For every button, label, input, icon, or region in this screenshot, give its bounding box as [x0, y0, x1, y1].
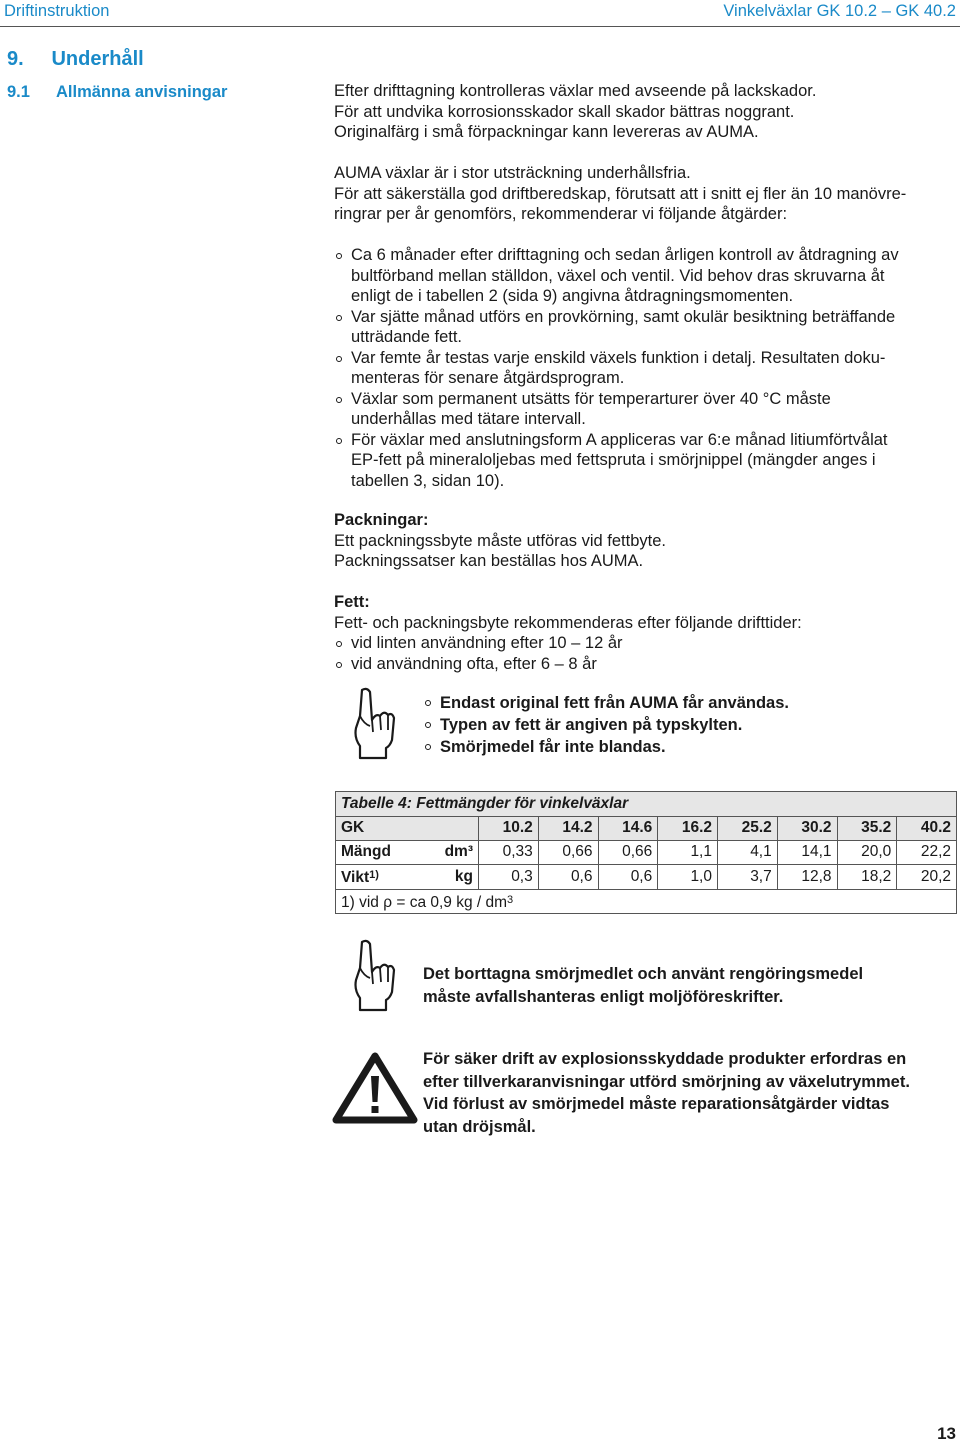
bullet-icon [336, 397, 342, 403]
bullet-icon [425, 722, 431, 728]
bullet-icon [336, 641, 342, 647]
table-cell: 12,8 [777, 865, 837, 890]
table-cell: 1,1 [658, 841, 718, 865]
table-row [336, 841, 957, 865]
bullet-icon [336, 438, 342, 444]
running-header-left: Driftinstruktion [4, 2, 110, 20]
list-item: Ca 6 månader efter drifttagning och sedan årligen kontroll av åtdragning av bultförband mellan ställdon, växel och ventil. Vid behov dras skruvarna åt enligt de i tabellen 2 (sida 9) angivna åtdragningsmomenten. [334, 245, 948, 307]
bullet-icon [425, 700, 431, 706]
intro-line: För att säkerställa god driftberedskap, förutsatt att i snitt ej fler än 10 manövre- [334, 184, 907, 203]
list-item: vid linten användning efter 10 – 12 år [334, 633, 948, 654]
running-header-right: Vinkelväxlar GK 10.2 – GK 40.2 [723, 2, 956, 20]
section-title: 9. Underhåll [7, 48, 144, 70]
intro-line: För att undvika korrosionsskador skall skador bättras noggrant. [334, 102, 795, 121]
warning-triangle-icon [332, 1052, 418, 1124]
table-header-cell: 40.2 [897, 817, 957, 841]
table-footnote-row [336, 889, 957, 914]
pointing-hand-icon [348, 938, 398, 1012]
table-header-cell: 35.2 [837, 817, 897, 841]
list-item: Endast original fett från AUMA får användas. [423, 692, 943, 714]
gaskets-line: Ett packningssbyte måste utföras vid fettbyte. [334, 531, 666, 550]
list-item: Typen av fett är angiven på typskylten. [423, 714, 943, 736]
list-item: vid användning ofta, efter 6 – 8 år [334, 654, 948, 675]
row-label: Vikt$^{1)}$ [336, 865, 429, 890]
table-row [336, 865, 957, 890]
list-item: Växlar som permanent utsätts för temperarturer över 40 °C måste underhållas med tätare intervall. [334, 389, 948, 430]
footnote-marker: 1) [369, 869, 379, 881]
bullet-icon [336, 315, 342, 321]
row-unit: kg [428, 865, 479, 890]
table-cell: 20,0 [837, 841, 897, 865]
table-cell: 18,2 [837, 865, 897, 890]
grease-rules-list [423, 692, 943, 758]
grease-interval-list [334, 633, 948, 674]
intro-paragraph-2 [334, 163, 948, 225]
bullet-icon [425, 744, 431, 750]
intro-line: Originalfärg i små förpackningar kann levereras av AUMA. [334, 123, 759, 141]
table-cell: 0,66 [598, 841, 658, 865]
table-cell: 0,6 [598, 865, 658, 890]
table-cell: 20,2 [897, 865, 957, 890]
maintenance-measures-list [334, 245, 948, 491]
table-cell: 22,2 [897, 841, 957, 865]
table-header-cell: 10.2 [479, 817, 539, 841]
gaskets-line: Packningssatser kan beställas hos AUMA. [334, 552, 644, 570]
intro-line: ringrar per år genomförs, rekommenderar vi följande åtgärder: [334, 205, 788, 223]
row-unit: dm³ [428, 841, 479, 865]
table-cell: 0,66 [538, 841, 598, 865]
table-header-cell: 14.2 [538, 817, 598, 841]
list-item: Var sjätte månad utförs en provkörning, samt okulär besiktning beträffande utträdande fett. [334, 307, 948, 348]
list-item: Var femte år testas varje enskild växels funktion i detalj. Resultaten doku- menteras för senare åtgärdsprogram. [334, 348, 948, 389]
subsection-number: 9.1 [7, 83, 30, 101]
grease-quantity-table [335, 791, 957, 914]
table-header-row [336, 817, 957, 841]
table-header-label: GK [336, 817, 479, 841]
row-label: Mängd [336, 841, 429, 865]
table-header-cell: 25.2 [718, 817, 778, 841]
grease-section [334, 592, 948, 674]
bullet-icon [336, 662, 342, 668]
explosion-protection-warning: För säker drift av explosionsskyddade produkter erfordras en efter tillverkaranvisningar utförd smörjning av växelutrymmet. Vid förlust av smörjmedel måste reparationsåtgärder vidtas utan dröjsmål. [423, 1050, 910, 1136]
list-item: Smörjmedel får inte blandas. [423, 736, 943, 758]
intro-paragraph-1 [334, 81, 948, 143]
gaskets-heading: Packningar: [334, 511, 429, 529]
table-cell: 14,1 [777, 841, 837, 865]
table-cell: 0,3 [479, 865, 539, 890]
bullet-icon [336, 356, 342, 362]
bullet-icon [336, 253, 342, 259]
intro-line: Efter drifttagning kontrolleras växlar med avseende på lackskador. [334, 82, 817, 100]
header-divider [0, 26, 960, 27]
page-number: 13 [937, 1424, 956, 1443]
table-cell: 0,6 [538, 865, 598, 890]
table-cell: 1,0 [658, 865, 718, 890]
intro-line: AUMA växlar är i stor utsträckning underhållsfria. [334, 164, 691, 182]
table-cell: 3,7 [718, 865, 778, 890]
list-item: För växlar med anslutningsform A appliceras var 6:e månad litiumförtvålat EP-fett på mineraloljebas med fettspruta i smörjnippel (mängder anges i tabellen 3, sidan 10). [334, 430, 948, 492]
pointing-hand-icon [348, 686, 398, 760]
grease-heading: Fett: [334, 593, 370, 611]
disposal-note: Det borttagna smörjmedlet och använt rengöringsmedel måste avfallshanteras enligt moljöföreskrifter. [423, 965, 864, 1006]
table-cell: 0,33 [479, 841, 539, 865]
gaskets-section [334, 510, 948, 572]
table-header-cell: 30.2 [777, 817, 837, 841]
table-header-cell: 14.6 [598, 817, 658, 841]
subsection-title: Allmänna anvisningar [56, 83, 228, 101]
table-cell: 4,1 [718, 841, 778, 865]
table-footnote: 1) vid ρ = ca 0,9 kg / $dm^3$ [336, 889, 957, 914]
table-caption: Tabelle 4: Fettmängder för vinkelväxlar [336, 792, 957, 817]
table-caption-row [336, 792, 957, 817]
grease-intro: Fett- och packningsbyte rekommenderas efter följande drifttider: [334, 613, 802, 632]
table-header-cell: 16.2 [658, 817, 718, 841]
